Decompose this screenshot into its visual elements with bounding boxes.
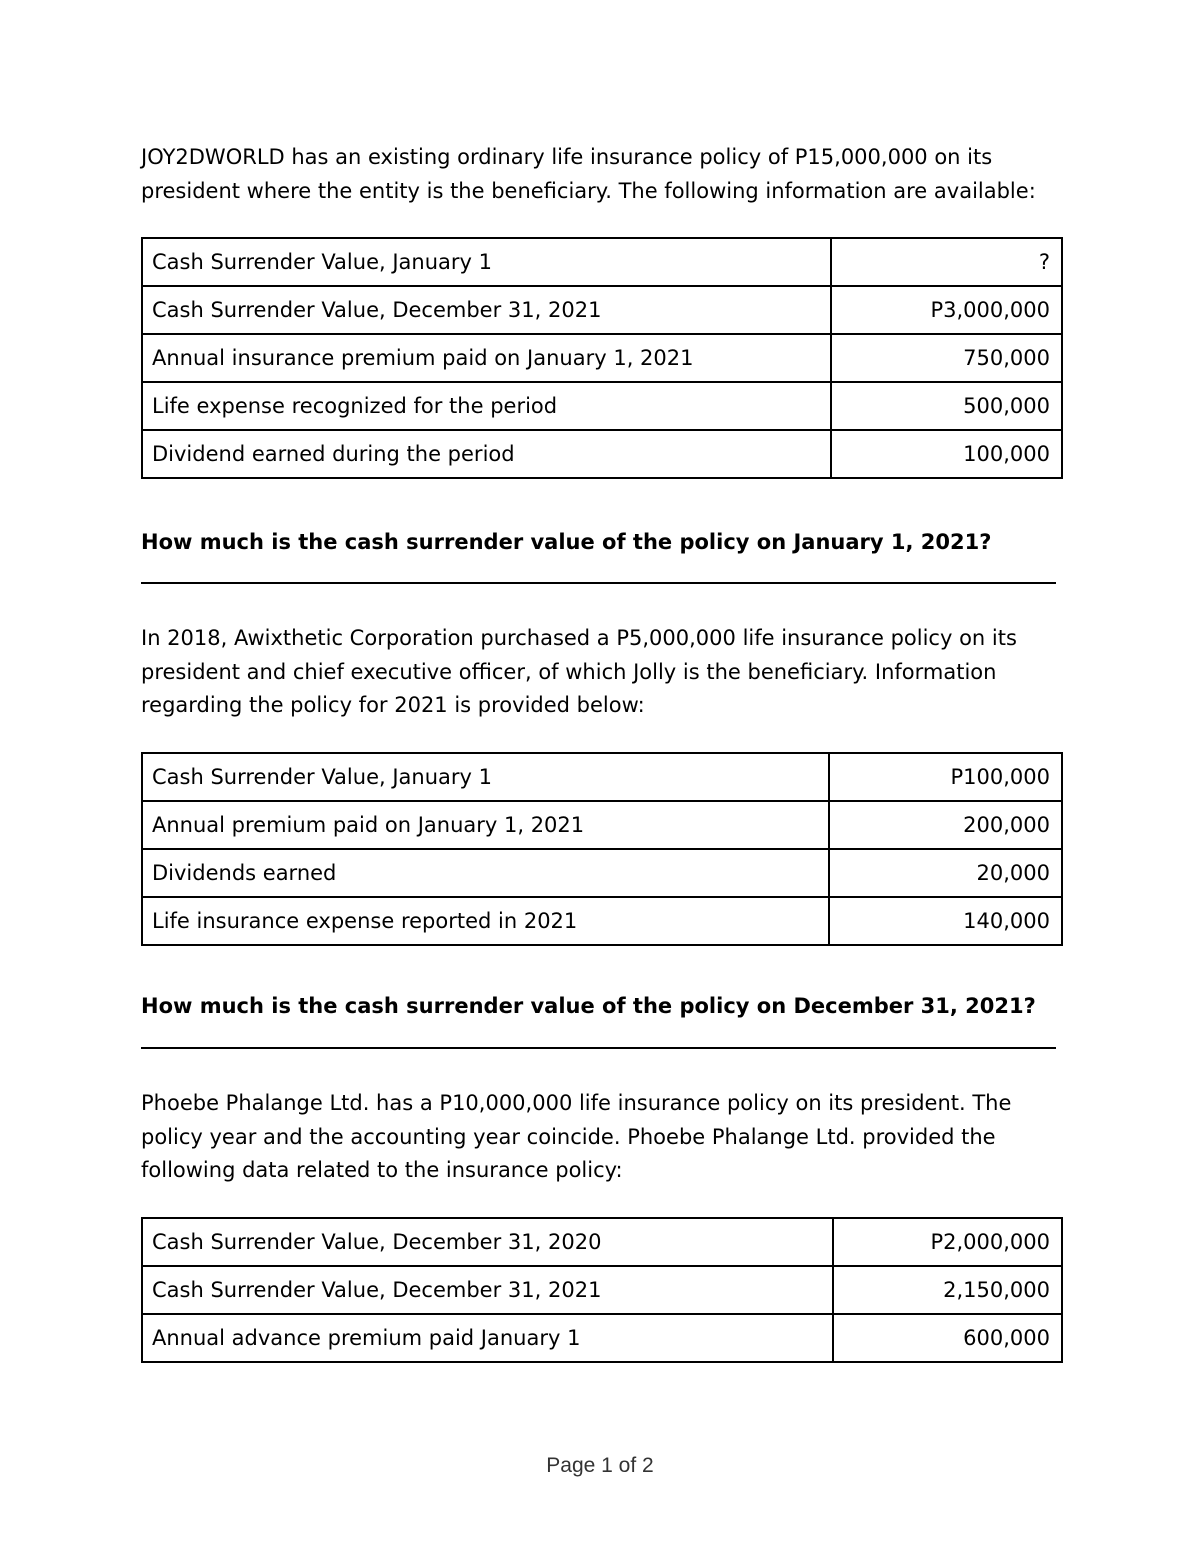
row-label: Dividends earned [142, 849, 829, 897]
table-row [142, 1266, 1062, 1314]
table-row [142, 753, 1062, 801]
row-value: 200,000 [829, 801, 1062, 849]
problem2-question: How much is the cash surrender value of the policy on December 31, 2021? [141, 994, 1036, 1018]
problem2-answer-line [141, 1047, 1056, 1049]
table-row [142, 334, 1062, 382]
problem3-intro: Phoebe Phalange Ltd. has a P10,000,000 life insurance policy on its president. The policy year and the accounting year coincide. Phoebe Phalange Ltd. provided the following data related to the insurance policy: [141, 1091, 1012, 1182]
table-row [142, 238, 1062, 286]
table-row [142, 382, 1062, 430]
row-label: Life expense recognized for the period [142, 382, 831, 430]
table-row [142, 1218, 1062, 1266]
row-label: Cash Surrender Value, January 1 [142, 753, 829, 801]
row-label: Dividend earned during the period [142, 430, 831, 478]
row-label: Annual insurance premium paid on January 1, 2021 [142, 334, 831, 382]
problem1-intro: JOY2DWORLD has an existing ordinary life insurance policy of P15,000,000 on its president where the entity is the beneficiary. The following information are available: [141, 145, 1036, 203]
table-row [142, 801, 1062, 849]
row-label: Annual premium paid on January 1, 2021 [142, 801, 829, 849]
table-row [142, 430, 1062, 478]
problem2-intro: In 2018, Awixthetic Corporation purchased a P5,000,000 life insurance policy on its president and chief executive officer, of which Jolly is the beneficiary. Information regarding the policy for 2021 is provided below: [141, 626, 1017, 717]
row-value: 140,000 [829, 897, 1062, 945]
table-row [142, 849, 1062, 897]
row-value: ? [831, 238, 1062, 286]
row-value: 600,000 [833, 1314, 1062, 1362]
table-row [142, 1314, 1062, 1362]
row-label: Cash Surrender Value, December 31, 2021 [142, 1266, 833, 1314]
row-label: Cash Surrender Value, January 1 [142, 238, 831, 286]
row-value: 2,150,000 [833, 1266, 1062, 1314]
page-number: Page 1 of 2 [546, 1454, 654, 1477]
problem1-question: How much is the cash surrender value of the policy on January 1, 2021? [141, 530, 992, 554]
row-label: Life insurance expense reported in 2021 [142, 897, 829, 945]
problem1-table [141, 237, 1063, 479]
row-value: P2,000,000 [833, 1218, 1062, 1266]
row-label: Cash Surrender Value, December 31, 2020 [142, 1218, 833, 1266]
row-value: 100,000 [831, 430, 1062, 478]
problem3-table [141, 1217, 1063, 1363]
row-value: P3,000,000 [831, 286, 1062, 334]
row-value: 500,000 [831, 382, 1062, 430]
problem1-answer-line [141, 582, 1056, 584]
problem2-table [141, 752, 1063, 946]
row-value: 750,000 [831, 334, 1062, 382]
row-value: 20,000 [829, 849, 1062, 897]
table-row [142, 897, 1062, 945]
table-row [142, 286, 1062, 334]
row-label: Annual advance premium paid January 1 [142, 1314, 833, 1362]
row-value: P100,000 [829, 753, 1062, 801]
row-label: Cash Surrender Value, December 31, 2021 [142, 286, 831, 334]
